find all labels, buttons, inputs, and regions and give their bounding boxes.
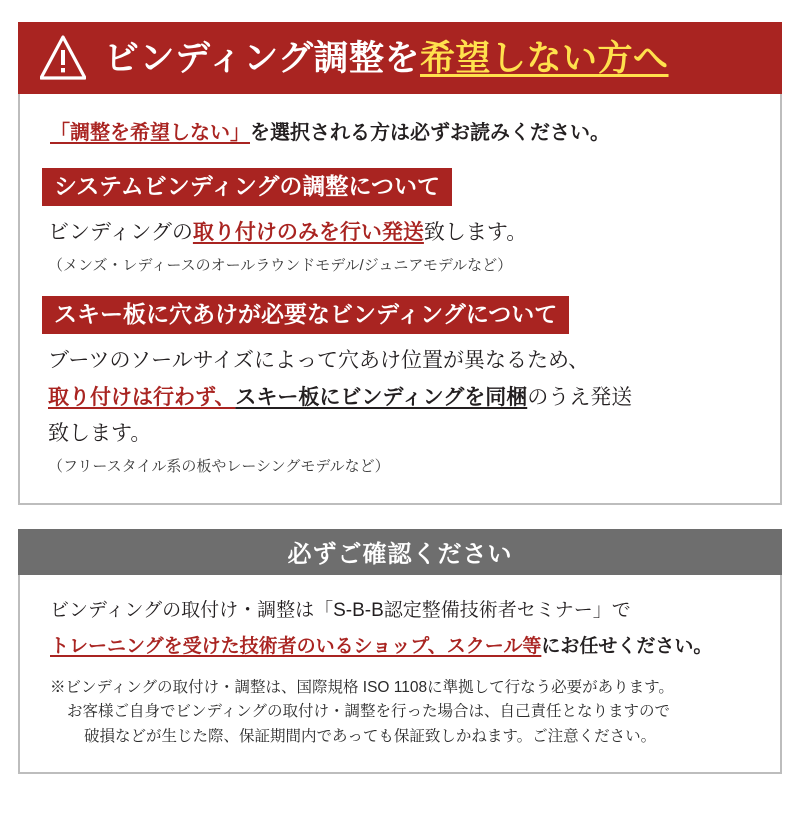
- bottom-line2-emphasis: トレーニングを受けた技術者のいるショップ、スクール等: [50, 636, 542, 658]
- banner-title-plain: ビンディング調整を: [104, 38, 421, 78]
- banner-title-highlight: 希望しない方へ: [420, 38, 669, 78]
- disclaimer-line3: 破損などが生じた際、保証期間内であっても保証致しかねます。ご注意ください。: [84, 728, 657, 746]
- warning-triangle-icon: [40, 35, 86, 81]
- bottom-line2-post: にお任せください。: [541, 636, 713, 658]
- section2-emphasis-dark: スキー板にビンディングを同梱: [235, 385, 528, 409]
- section2-line2: [48, 383, 758, 413]
- section2-line3: 致します。: [48, 422, 152, 446]
- section2-heading: スキー板に穴あけが必要なビンディングについて: [42, 296, 569, 334]
- section2-note: （フリースタイル系の板やレーシングモデルなど）: [48, 457, 390, 475]
- section2-line1: ブーツのソールサイズによって穴あけ位置が異なるため、: [48, 349, 590, 373]
- lead-text: [50, 118, 758, 148]
- section2-line2-post: のうえ発送: [527, 385, 633, 409]
- confirm-banner: 必ずご確認ください: [18, 529, 782, 575]
- bottom-content-box: [18, 575, 782, 774]
- warning-banner: [18, 22, 782, 94]
- bottom-line2: [50, 633, 758, 662]
- disclaimer-line2: お客様ご自身でビンディングの取付け・調整を行った場合は、自己責任となりますので: [67, 703, 670, 721]
- section1-body-post: 致します。: [423, 221, 528, 245]
- section1-note: （メンズ・レディースのオールラウンドモデル/ジュニアモデルなど）: [48, 256, 513, 274]
- bottom-line1: ビンディングの取付け・調整は「S-B-B認定整備技術者セミナー」で: [50, 599, 631, 621]
- lead-rest: を選択される方は必ずお読みください。: [250, 122, 610, 144]
- notice-page: [0, 22, 800, 822]
- disclaimer-text: [50, 676, 758, 750]
- banner-title: [104, 38, 669, 78]
- main-content-box: [18, 94, 782, 505]
- section1-heading: システムビンディングの調整について: [42, 168, 452, 206]
- lead-highlight: 「調整を希望しない」: [50, 122, 250, 144]
- section2-emphasis-red: 取り付けは行わず、: [48, 385, 236, 409]
- disclaimer-line1: ※ビンディングの取付け・調整は、国際規格 ISO 1108に準拠して行なう必要があります。: [50, 678, 674, 696]
- section1-body-emphasis: 取り付けのみを行い発送: [192, 221, 424, 245]
- section1-body: [48, 218, 758, 248]
- section1-body-pre: ビンディングの: [48, 221, 193, 245]
